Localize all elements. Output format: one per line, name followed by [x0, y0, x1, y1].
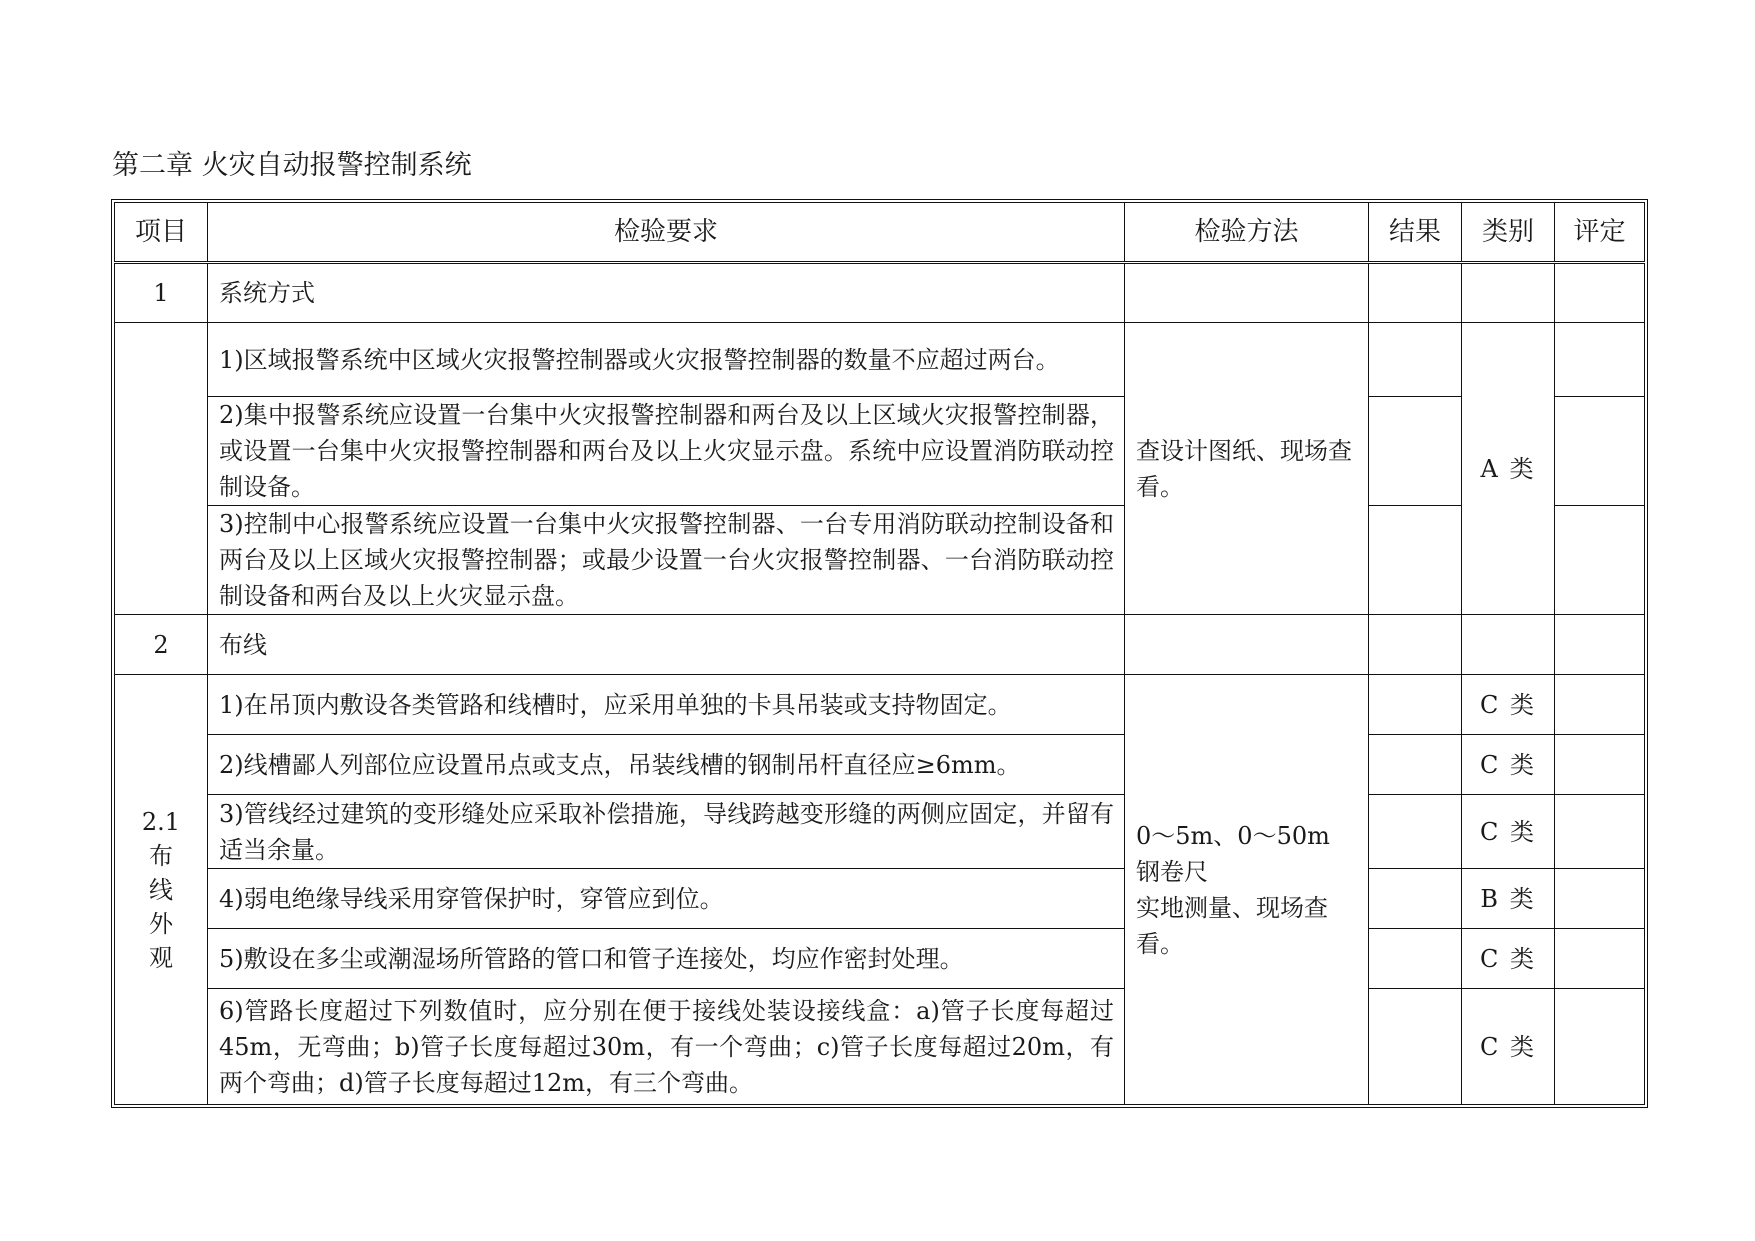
- rating-cell: [1555, 615, 1645, 675]
- method-line: 实地测量、现场查看。: [1136, 893, 1328, 958]
- sub-item-char: 线: [149, 875, 173, 904]
- rating-cell: [1555, 263, 1645, 323]
- table-row: [115, 675, 1645, 735]
- result-cell: [1369, 989, 1462, 1105]
- rating-cell: [1555, 795, 1645, 869]
- requirement-text: 1)区域报警系统中区域火灾报警控制器或火灾报警控制器的数量不应超过两台。: [208, 323, 1125, 397]
- requirement-text: 5)敷设在多尘或潮湿场所管路的管口和管子连接处，均应作密封处理。: [208, 929, 1125, 989]
- requirement-text: 3)管线经过建筑的变形缝处应采取补偿措施，导线跨越变形缝的两侧应固定，并留有适当余量。: [208, 795, 1125, 869]
- sub-item-char: 观: [149, 943, 173, 972]
- header-result: 结果: [1369, 203, 1462, 263]
- sub-item-char: 布: [149, 841, 173, 870]
- method-line: 0～5m、0～50m 钢卷尺: [1136, 821, 1330, 886]
- sub-item-number: 2.1: [141, 807, 181, 836]
- method-text: [1125, 675, 1369, 1105]
- category-cell: [1462, 263, 1555, 323]
- method-cell: [1125, 263, 1369, 323]
- category-value: C 类: [1462, 735, 1555, 795]
- rating-cell: [1555, 506, 1645, 615]
- section-row: [115, 263, 1645, 323]
- category-value: B 类: [1462, 869, 1555, 929]
- table-row: [115, 397, 1645, 506]
- rating-cell: [1555, 735, 1645, 795]
- rating-cell: [1555, 397, 1645, 506]
- category-value: C 类: [1462, 675, 1555, 735]
- header-item: 项目: [115, 203, 208, 263]
- requirement-text: 1)在吊顶内敷设各类管路和线槽时，应采用单独的卡具吊装或支持物固定。: [208, 675, 1125, 735]
- requirement-text: 2)线槽鄙人列部位应设置吊点或支点，吊装线槽的钢制吊杆直径应≥6mm。: [208, 735, 1125, 795]
- result-cell: [1369, 615, 1462, 675]
- table-row: [115, 869, 1645, 929]
- requirement-text: 4)弱电绝缘导线采用穿管保护时，穿管应到位。: [208, 869, 1125, 929]
- category-value: C 类: [1462, 989, 1555, 1105]
- header-requirement: 检验要求: [208, 203, 1125, 263]
- rating-cell: [1555, 989, 1645, 1105]
- table-row: [115, 735, 1645, 795]
- result-cell: [1369, 869, 1462, 929]
- table-row: [115, 323, 1645, 397]
- table-header-row: [115, 203, 1645, 263]
- method-text: 查设计图纸、现场查看。: [1125, 323, 1369, 615]
- section-number: 2: [115, 615, 208, 675]
- category-cell: [1462, 615, 1555, 675]
- rating-cell: [1555, 869, 1645, 929]
- sub-item-char: 外: [149, 909, 173, 938]
- result-cell: [1369, 735, 1462, 795]
- category-value: C 类: [1462, 795, 1555, 869]
- result-cell: [1369, 675, 1462, 735]
- header-category: 类别: [1462, 203, 1555, 263]
- header-rating: 评定: [1555, 203, 1645, 263]
- result-cell: [1369, 929, 1462, 989]
- section-title: 系统方式: [208, 263, 1125, 323]
- table-row: [115, 795, 1645, 869]
- result-cell: [1369, 506, 1462, 615]
- rating-cell: [1555, 323, 1645, 397]
- table-row: [115, 506, 1645, 615]
- section-row: [115, 615, 1645, 675]
- item-cell: [115, 323, 208, 615]
- method-cell: [1125, 615, 1369, 675]
- category-value: A 类: [1462, 323, 1555, 615]
- section-title: 布线: [208, 615, 1125, 675]
- rating-cell: [1555, 929, 1645, 989]
- header-method: 检验方法: [1125, 203, 1369, 263]
- table-row: [115, 989, 1645, 1105]
- rating-cell: [1555, 675, 1645, 735]
- section-number: 1: [115, 263, 208, 323]
- requirement-text: 2)集中报警系统应设置一台集中火灾报警控制器和两台及以上区域火灾报警控制器，或设置一台集中火灾报警控制器和两台及以上火灾显示盘。系统中应设置消防联动控制设备。: [208, 397, 1125, 506]
- chapter-title: 第二章 火灾自动报警控制系统: [112, 150, 472, 181]
- requirement-text: 6)管路长度超过下列数值时，应分别在便于接线处装设接线盒：a)管子长度每超过45m，无弯曲；b)管子长度每超过30m，有一个弯曲；c)管子长度每超过20m，有两个弯曲；d)管子长度每超过12m，有三个弯曲。: [208, 989, 1125, 1105]
- sub-item-label: [115, 675, 208, 1105]
- result-cell: [1369, 263, 1462, 323]
- table-row: [115, 929, 1645, 989]
- category-value: C 类: [1462, 929, 1555, 989]
- inspection-table-frame: [111, 199, 1648, 1108]
- result-cell: [1369, 397, 1462, 506]
- inspection-table: [114, 202, 1645, 1105]
- requirement-text: 3)控制中心报警系统应设置一台集中火灾报警控制器、一台专用消防联动控制设备和两台及以上区域火灾报警控制器；或最少设置一台火灾报警控制器、一台消防联动控制设备和两台及以上火灾显示盘。: [208, 506, 1125, 615]
- result-cell: [1369, 323, 1462, 397]
- result-cell: [1369, 795, 1462, 869]
